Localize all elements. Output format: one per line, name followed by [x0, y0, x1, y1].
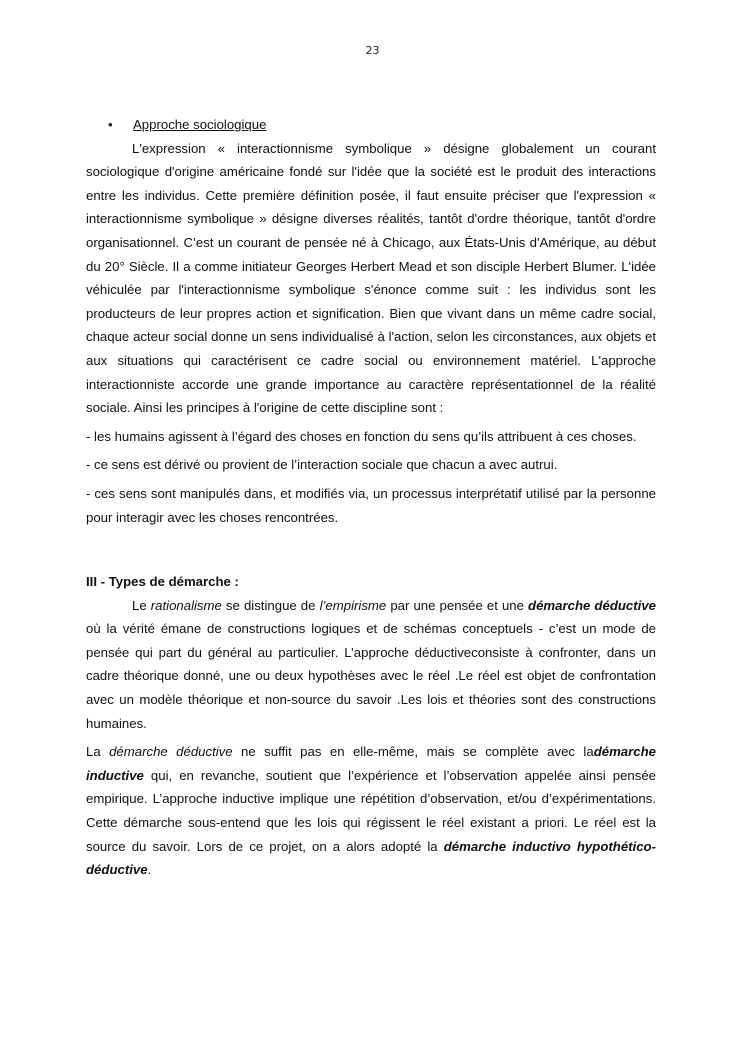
text-run: .: [147, 862, 152, 878]
text-run: démarche déductive: [528, 597, 656, 613]
principle-item: - les humains agissent à l’égard des choses en fonction du sens qu’ils attribuent à ces choses.: [86, 428, 637, 444]
approach-title: Approche sociologique: [133, 117, 267, 132]
text-run: l’empirisme: [319, 597, 387, 613]
principle-item: - ce sens est dérivé ou provient de l’interaction sociale que chacun a avec autrui.: [86, 457, 558, 473]
bullet-icon: •: [108, 117, 113, 132]
text-run: La: [86, 744, 110, 760]
section-heading: III - Types de démarche :: [86, 574, 239, 590]
page-body: [86, 113, 656, 882]
text-run: démarche déductive: [109, 744, 233, 760]
text-run: rationalisme: [150, 597, 222, 613]
text-run: se distingue de: [221, 597, 320, 613]
approach-heading: [108, 113, 656, 137]
text-run: où la vérité émane de constructions logiques et de schémas conceptuels - c’est un mode de pensée qui part du général au particulier. L’approche déductiveconsiste à confronter, dans un cadre théorique donné, une ou deux hypothèses avec le réel .Le réel est objet de confrontation avec un modèle théorique et non-source du savoir .Les lois et théories sont des constructions humaines.: [86, 621, 656, 731]
principle-item: - ces sens sont manipulés dans, et modifiés via, un processus interprétatif utilisé par la personne pour interagir avec les choses rencontrées.: [86, 485, 656, 525]
inductive-paragraph: [86, 740, 656, 882]
text-run: par une pensée et une: [386, 597, 529, 613]
text-run: qui, en revanche, soutient que l’expérience et l’observation appelée ainsi pensée empirique. L’approche inductive implique une répétition d’observation, et/ou d’expérimentations. Cette démarche sous-entend que les lois qui régissent le réel existant a priori. Le réel est la source du savoir. Lors de ce projet, on a alors adopté la: [86, 767, 656, 854]
approach-paragraph: L'expression « interactionnisme symbolique » désigne globalement un courant sociologique d'origine américaine fondé sur l'idée que la société est le produit des interactions entre les individus. Cette première définition posée, il faut ensuite préciser que l'expression « interactionnisme symbolique » désigne diverses réalités, tantôt d'ordre théorique, tantôt d'ordre organisationnel. C’est un courant de pensée né à Chicago, aux États-Unis d'Amérique, au début du 20° Siècle. Il a comme initiateur Georges Herbert Mead et son disciple Herbert Blumer. L'idée véhiculée par l'interactionnisme symbolique s'énonce comme suit : les individus sont les producteurs de leur propres action et signification. Bien que vivant dans un même cadre social, chaque acteur social donne un sens individualisé à l'action, selon les circonstances, aux objets et aux situations qui caractérisent ce cadre social ou environnement matériel. L'approche interactionniste accorde une grande importance au caractère représentationnel de la réalité sociale. Ainsi les principes à l'origine de cette discipline sont :: [86, 140, 656, 416]
text-run: Le: [132, 597, 151, 613]
deductive-paragraph: [86, 594, 656, 736]
page-number: 23: [365, 44, 380, 57]
text-run: démarche inductive: [86, 744, 656, 783]
text-run: démarche inductivo hypothético-déductive: [86, 838, 656, 878]
text-run: ne suffit pas en elle-même, mais se complète avec la: [232, 744, 594, 760]
